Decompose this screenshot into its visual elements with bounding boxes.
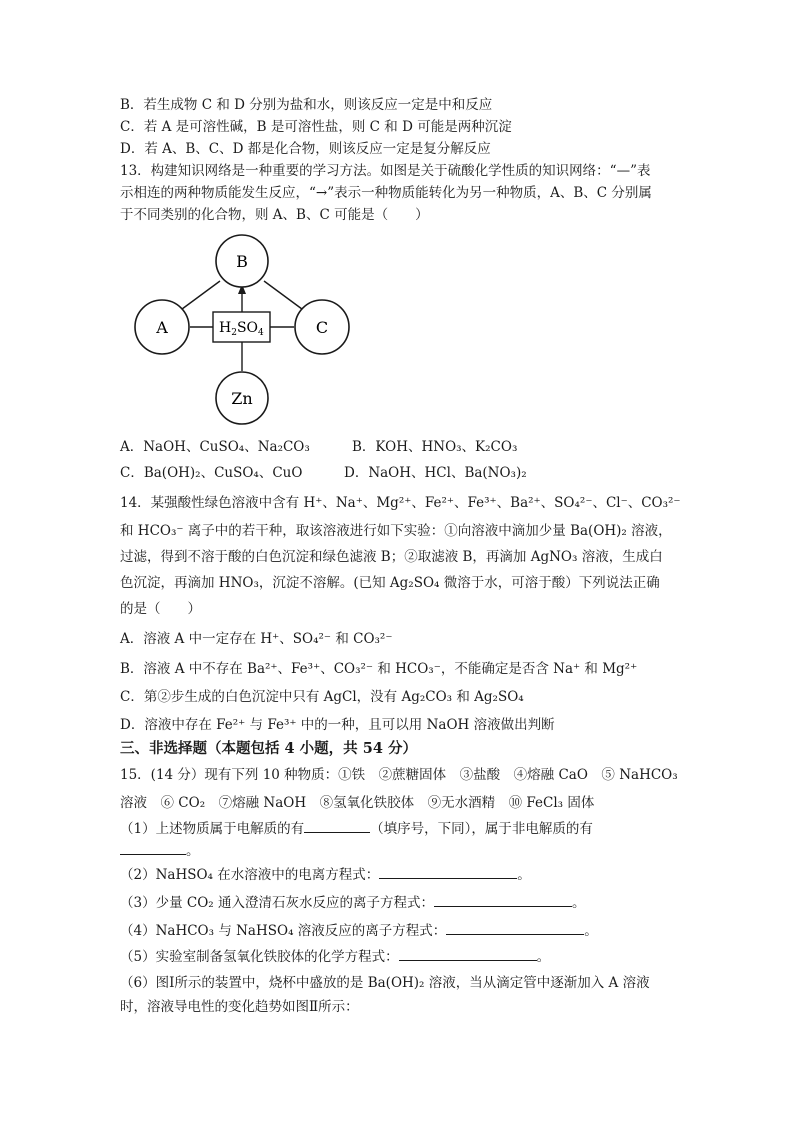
q15-part2-text: （2）NaHSO₄ 在水溶液中的电离方程式： — [120, 867, 380, 883]
q15-part1-blank-electrolytes[interactable] — [304, 818, 370, 833]
svg-text:H2SO4 — [219, 320, 264, 338]
h2so4-so: SO — [236, 320, 259, 336]
node-zn-label: Zn — [231, 389, 253, 408]
q15-part1-text-a: （1）上述物质属于电解质的有 — [120, 821, 305, 837]
q14-stem-line3: 过滤，得到不溶于酸的白色沉淀和绿色滤液 B；②取滤液 B，再滴加 AgNO₃ 溶液，生成白 — [120, 549, 663, 565]
node-a-label: A — [156, 318, 168, 337]
h2so4-sub-2: 2 — [231, 328, 237, 338]
q15-part3-text: （3）少量 CO₂ 通入澄清石灰水反应的离子方程式： — [120, 895, 434, 911]
q15-part1-blank-nonelectrolytes[interactable] — [120, 840, 186, 855]
q12-option-b: B．若生成物 C 和 D 分别为盐和水，则该反应一定是中和反应 — [120, 97, 493, 113]
section-heading: 三、非选择题（本题包括 4 小题，共 54 分） — [120, 740, 417, 757]
q13-option-c: C．Ba(OH)₂、CuSO₄、CuO — [120, 465, 303, 481]
q14-option-b: B．溶液 A 中不存在 Ba²⁺、Fe³⁺、CO₃²⁻ 和 HCO₃⁻，不能确定是否含 Na⁺ 和 Mg²⁺ — [120, 661, 638, 677]
q12-option-d: D．若 A、B、C、D 都是化合物，则该反应一定是复分解反应 — [120, 141, 491, 157]
q15-part5-end: 。 — [536, 949, 551, 965]
q15-part1-text-b: （填序号，下同），属于非电解质的有 — [370, 821, 593, 837]
q15-part6-line2: 时，溶液导电性的变化趋势如图Ⅱ所示： — [120, 999, 359, 1015]
q14-stem-line5: 的是（ ） — [120, 601, 201, 617]
q15-part1-end: 。 — [186, 843, 200, 859]
q14-stem-line1: 14．某强酸性绿色溶液中含有 H⁺、Na⁺、Mg²⁺、Fe²⁺、Fe³⁺、Ba²⁺、SO₄²⁻、Cl⁻、CO₃²⁻ — [120, 495, 681, 511]
q14-option-c: C．第②步生成的白色沉淀中只有 AgCl，没有 Ag₂CO₃ 和 Ag₂SO₄ — [120, 689, 524, 705]
q15-part3-end: 。 — [571, 895, 586, 911]
q15-stem-line2: 溶液 ⑥ CO₂ ⑦熔融 NaOH ⑧氢氧化铁胶体 ⑨无水酒精 ⑩ FeCl₃ 固体 — [120, 795, 595, 811]
q13-stem-line1: 13．构建知识网络是一种重要的学习方法。如图是关于硫酸化学性质的知识网络：“—”表 — [120, 163, 651, 179]
q15-part2-end: 。 — [517, 867, 531, 883]
q15-part4-blank[interactable] — [446, 920, 584, 935]
q15-part5-text: （5）实验室制备氢氧化铁胶体的化学方程式： — [120, 949, 399, 965]
node-b-label: B — [236, 252, 248, 271]
q13-option-d: D．NaOH、HCl、Ba(NO₃)₂ — [344, 465, 527, 481]
q13-option-b: B．KOH、HNO₃、K₂CO₃ — [352, 439, 518, 455]
q15-part6-line1: （6）图Ⅰ所示的装置中，烧杯中盛放的是 Ba(OH)₂ 溶液，当从滴定管中逐渐加入 A 溶液 — [120, 975, 650, 991]
h2so4-h: H — [219, 320, 232, 336]
q13-stem-line2: 示相连的两种物质能发生反应，“→”表示一种物质能转化为另一种物质，A、B、C 分别属 — [120, 185, 652, 201]
h2so4-sub-4: 4 — [258, 328, 264, 338]
q15-part5-blank[interactable] — [399, 946, 537, 961]
q12-option-c: C．若 A 是可溶性碱，B 是可溶性盐，则 C 和 D 可能是两种沉淀 — [120, 119, 512, 135]
q15-part4-text: （4）NaHCO₃ 与 NaHSO₄ 溶液反应的离子方程式： — [120, 923, 447, 939]
q14-stem-line4: 色沉淀，再滴加 HNO₃，沉淀不溶解。(已知 Ag₂SO₄ 微溶于水，可溶于酸）下列说法正确 — [120, 575, 660, 591]
q14-stem-line2: 和 HCO₃⁻ 离子中的若干种，取该溶液进行如下实验：①向溶液中滴加少量 Ba(OH)₂ 溶液， — [120, 523, 672, 539]
q15-stem-line1: 15．(14 分）现有下列 10 种物质：①铁 ②蔗糖固体 ③盐酸 ④熔融 CaO ⑤ NaHCO₃ — [120, 767, 678, 783]
q13-option-a: A．NaOH、CuSO₄、Na₂CO₃ — [120, 439, 310, 455]
q13-stem-line3: 于不同类别的化合物，则 A、B、C 可能是（ ） — [120, 207, 429, 223]
q14-option-d: D．溶液中存在 Fe²⁺ 与 Fe³⁺ 中的一种，且可以用 NaOH 溶液做出判断 — [120, 717, 555, 733]
q15-part3-blank[interactable] — [434, 892, 572, 907]
q14-option-a: A．溶液 A 中一定存在 H⁺、SO₄²⁻ 和 CO₃²⁻ — [120, 631, 393, 647]
q15-part2-blank[interactable] — [379, 864, 517, 879]
node-c-label: C — [315, 318, 329, 337]
q15-part4-end: 。 — [584, 923, 598, 939]
sulfuric-acid-network-diagram — [120, 228, 360, 433]
